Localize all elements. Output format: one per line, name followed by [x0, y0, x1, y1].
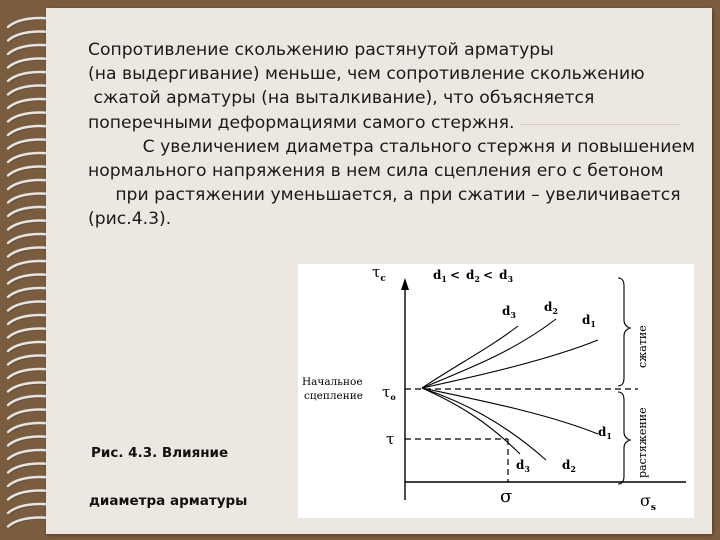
- diameter-relation: $d_1 < d_2 < d_3$: [433, 268, 514, 284]
- curve-label-upper-d1: $d_1$: [582, 313, 596, 329]
- sigma-mark: σ: [500, 486, 513, 507]
- paragraph-line: (рис.4.3).: [88, 209, 172, 230]
- body-paragraph: [88, 38, 718, 232]
- curve-d3-tension: [422, 388, 520, 454]
- paragraph-line: при растяжении уменьшается, а при сжатии – увеличивается: [88, 185, 681, 206]
- caption-line: Рис. 4.3. Влияние: [91, 445, 229, 461]
- curve-label-lower-d1: $d_1$: [598, 425, 612, 441]
- curve-d1-compression: [422, 340, 598, 388]
- tau-label: τ: [386, 430, 395, 448]
- tension-brace: [618, 392, 630, 484]
- paragraph-line: Сопротивление скольжению растянутой арматуры: [88, 40, 554, 60]
- paragraph-line: поперечными деформациями самого стержня.: [88, 112, 515, 133]
- compression-label: сжатие: [636, 325, 649, 368]
- curve-label-lower-d2: $d_2$: [562, 458, 576, 474]
- caption-line: диаметра арматуры: [89, 493, 248, 509]
- tau0-label: $\tau_o$: [382, 383, 396, 402]
- paragraph-line: (на выдергивание) меньше, чем сопротивление скольжению: [88, 64, 645, 85]
- curve-d2-compression: [422, 319, 556, 388]
- curve-label-upper-d2: $d_2$: [544, 300, 558, 316]
- curve-d3-compression: [422, 326, 518, 388]
- diagram-svg: [298, 264, 694, 518]
- x-axis-label: $\sigma_s$: [640, 491, 656, 513]
- paragraph-line: С увеличением диаметра стального стержня и повышением: [88, 136, 695, 157]
- y-axis-arrow: [401, 278, 409, 290]
- start-label: Начальное: [302, 376, 363, 388]
- curve-label-lower-d3: $d_3$: [516, 458, 530, 474]
- paragraph-line: нормального напряжения в нем сила сцепления его с бетоном: [88, 161, 664, 182]
- curve-d1-tension: [422, 388, 598, 434]
- tension-label: растяжение: [636, 407, 649, 478]
- y-axis-label: $\tau_c$: [372, 264, 386, 284]
- curve-label-upper-d3: $d_3$: [502, 304, 516, 320]
- paragraph-line: сжатой арматуры (на выталкивание), что объясняется: [88, 88, 595, 109]
- curve-d2-tension: [422, 388, 546, 460]
- bond-diagram: [298, 264, 694, 518]
- start-label: сцепление: [304, 390, 363, 402]
- compression-brace: [618, 278, 630, 386]
- divider-line: [520, 124, 680, 125]
